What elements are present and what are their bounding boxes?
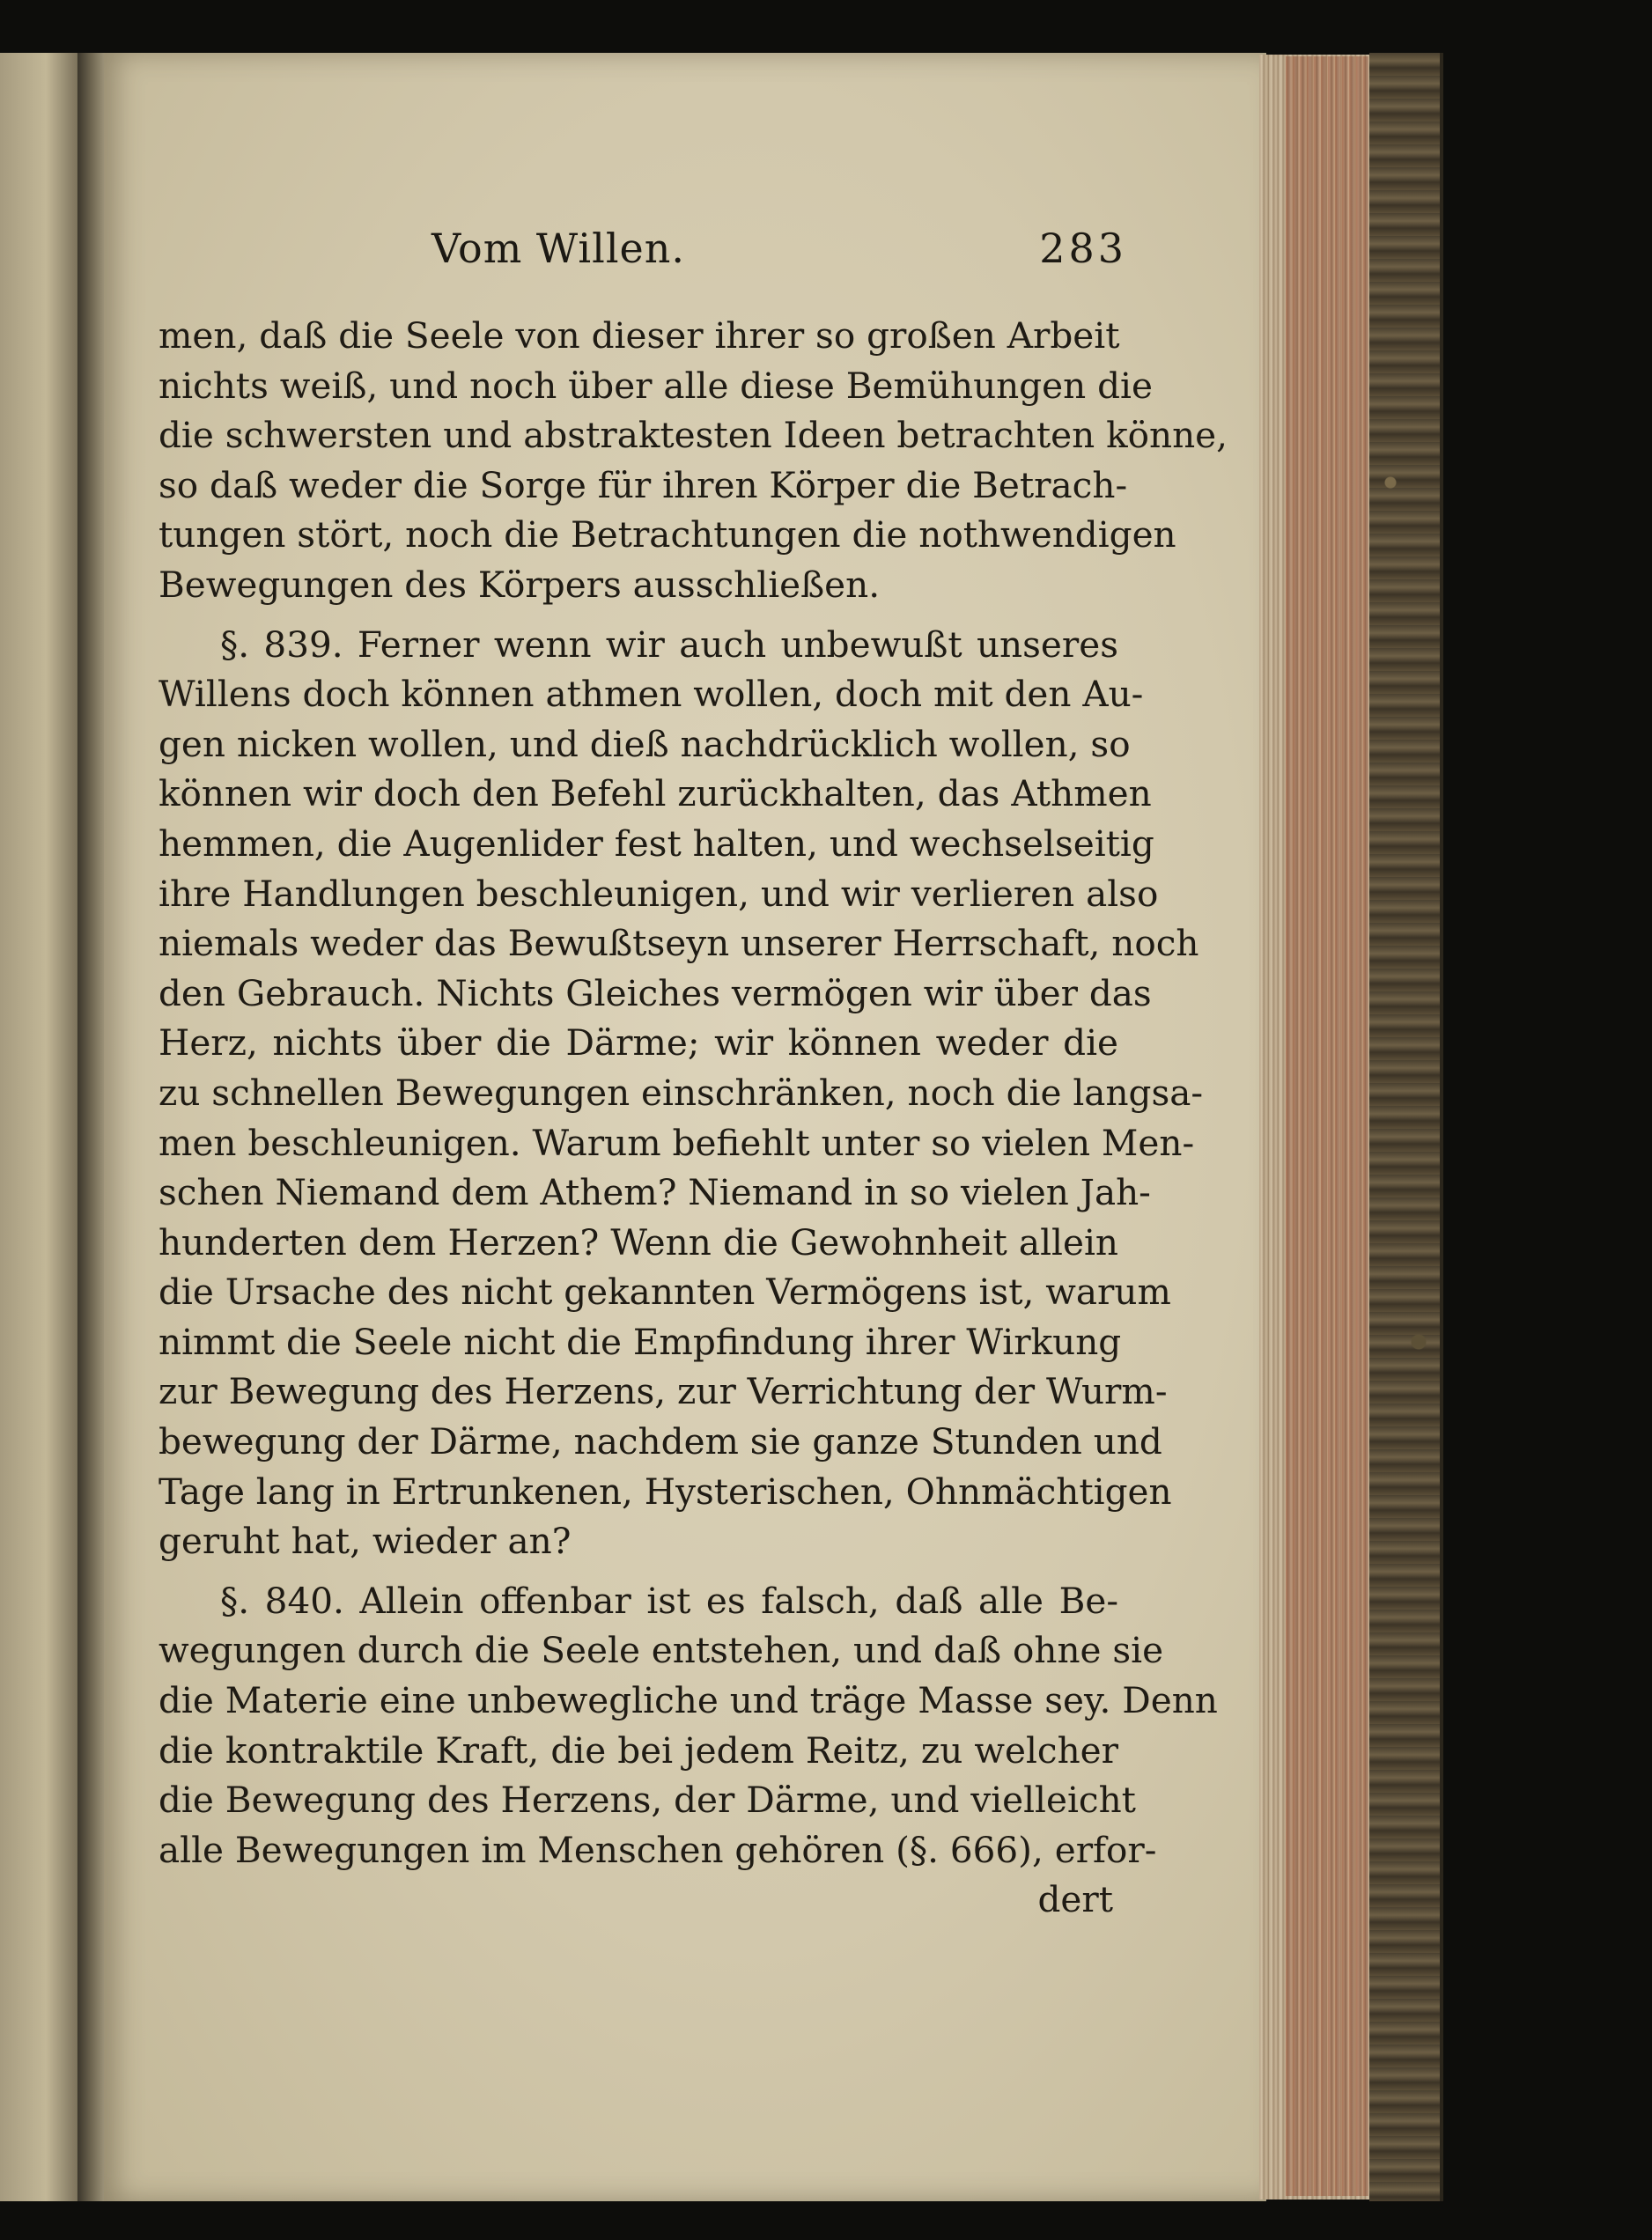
book-cover-board — [1369, 53, 1443, 2201]
page-header — [159, 225, 1127, 286]
body-text — [159, 311, 1228, 1925]
text-line: men beschleunigen. Warum befiehlt unter so vielen Men- — [159, 1121, 1195, 1164]
text-line: wegungen durch die Seele entstehen, und daß ohne sie — [159, 1629, 1164, 1672]
text-line: so daß weder die Sorge für ihren Körper die Betrach- — [159, 463, 1128, 506]
text-line: geruht hat, wieder an? — [159, 1520, 572, 1563]
catchword: dert — [1037, 1878, 1113, 1921]
text-line: schen Niemand dem Athem? Niemand in so vielen Jah- — [159, 1171, 1151, 1214]
text-line: Tage lang in Ertrunkenen, Hysterischen, Ohnmächtigen — [159, 1470, 1172, 1513]
text-line: den Gebrauch. Nichts Gleiches vermögen wir über das — [159, 971, 1152, 1014]
text-line: men, daß die Seele von dieser ihrer so großen Arbeit — [159, 314, 1120, 357]
text-line: hemmen, die Augenlider fest halten, und wechselseitig — [159, 822, 1154, 865]
paragraph — [159, 311, 1228, 610]
page-stack-edge-tint — [1286, 56, 1368, 2196]
text-line: zur Bewegung des Herzens, zur Verrichtung der Wurm- — [159, 1370, 1168, 1413]
text-line: Bewegungen des Körpers ausschließen. — [159, 563, 881, 606]
paragraph-840 — [159, 1576, 1218, 1875]
text-line: §. 840. Allein offenbar ist es falsch, daß alle Be- — [220, 1579, 1118, 1622]
text-line: die Bewegung des Herzens, der Därme, und vielleicht — [159, 1779, 1136, 1822]
text-line: alle Bewegungen im Menschen gehören (§. 666), erfor- — [159, 1828, 1157, 1871]
page-content — [159, 225, 1228, 1925]
running-head: Vom Willen. — [431, 225, 686, 272]
text-line: Herz, nichts über die Därme; wir können weder die — [159, 1021, 1118, 1065]
text-line: tungen stört, noch die Betrachtungen die nothwendigen — [159, 513, 1176, 556]
paragraph-839 — [159, 620, 1204, 1566]
text-line: bewegung der Därme, nachdem sie ganze Stunden und — [159, 1420, 1162, 1463]
text-line: die kontraktile Kraft, die bei jedem Reitz, zu welcher — [159, 1728, 1118, 1772]
text-line: hunderten dem Herzen? Wenn die Gewohnheit allein — [159, 1220, 1118, 1264]
paragraph-gap — [159, 1566, 1118, 1576]
text-line: gen nicken wollen, und dieß nachdrücklich wollen, so — [159, 722, 1131, 765]
facing-page-edge — [0, 53, 84, 2201]
paragraph-gap — [159, 610, 1118, 620]
text-line: zu schnellen Bewegungen einschränken, noch die langsa- — [159, 1071, 1204, 1114]
text-line: nimmt die Seele nicht die Empfindung ihrer Wirkung — [159, 1320, 1122, 1363]
text-line: die Materie eine unbewegliche und träge Masse sey. Denn — [159, 1679, 1218, 1722]
page-number: 283 — [1039, 225, 1127, 272]
text-line: die schwersten und abstraktesten Ideen betrachten könne, — [159, 414, 1228, 457]
text-line: niemals weder das Bewußtseyn unserer Herrschaft, noch — [159, 922, 1199, 965]
text-line: können wir doch den Befehl zurückhalten, das Athmen — [159, 772, 1152, 815]
text-line: §. 839. Ferner wenn wir auch unbewußt unseres — [220, 623, 1118, 666]
text-line: ihre Handlungen beschleunigen, und wir verlieren also — [159, 872, 1159, 915]
text-line: Willens doch können athmen wollen, doch mit den Au- — [159, 673, 1144, 716]
text-line: die Ursache des nicht gekannten Vermögens ist, warum — [159, 1271, 1171, 1314]
text-line: nichts weiß, und noch über alle diese Bemühungen die — [159, 364, 1153, 407]
